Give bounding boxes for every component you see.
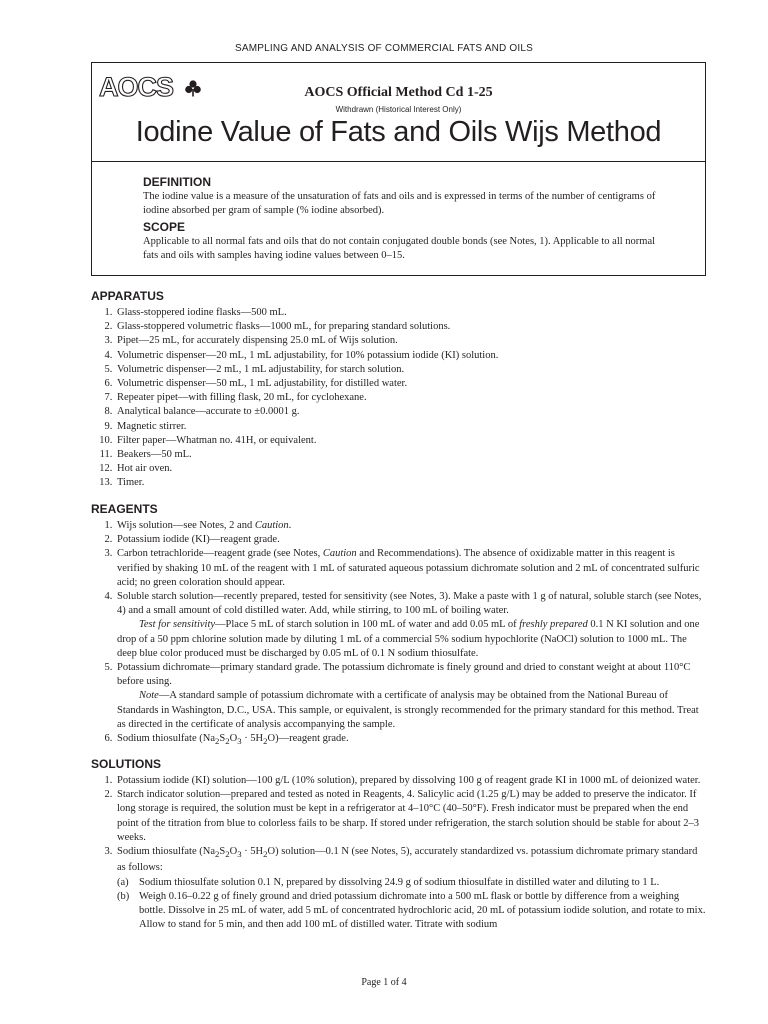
list-item: 3. Carbon tetrachloride—reagent grade (see Notes, Caution and Recommendations). The absence of oxidizable matter in this reagent is verified by shaking 10 mL of the reagent with 1 mL of saturated aqueous potassium dichromate solution and 2 mL of concentrated sulfuric acid; no green coloration should appear. (115, 547, 706, 590)
running-head: SAMPLING AND ANALYSIS OF COMMERCIAL FATS AND OILS (234, 43, 534, 54)
status-note: Withdrawn (Historical Interest Only) (335, 105, 462, 114)
page-title: Iodine Value of Fats and Oils Wijs Method (135, 116, 662, 148)
list-item: 8. Analytical balance—accurate to ±0.0001 g. (115, 405, 706, 419)
sub-list (117, 876, 706, 933)
list-item: 10. Filter paper—Whatman no. 41H, or equivalent. (115, 434, 706, 448)
definition-text: The iodine value is a measure of the unsaturation of fats and oils and is expressed in terms of the number of centigrams of iodine absorbed per gram of sample (% iodine absorbed). (143, 191, 656, 216)
sub-list-item: (b) Weigh 0.16–0.22 g of finely ground and dried potassium dichromate into a 500 mL flask or bottle by difference from a weighing bottle. Dissolve in 25 mL of water, add 5 mL of concentrated hydrochloric acid, 20 mL of potassium iodide solution, and rotate to mix. Allow to stand for 5 min, and then add 100 mL of distilled water. Titrate with sodium (117, 890, 706, 931)
list-item: 1. Potassium iodide (KI) solution—100 g/L (10% solution), prepared by dissolving 100 g of reagent grade KI in 1000 mL of deionized water. (115, 774, 706, 788)
list-item: 4. Volumetric dispenser—20 mL, 1 mL adjustability, for 10% potassium iodide (KI) solution. (115, 349, 706, 363)
scope-heading: SCOPE (143, 220, 186, 234)
list-item: 4. Soluble starch solution—recently prepared, tested for sensitivity (see Notes, 3). Make a paste with 1 g of natural, soluble starch (see Notes, 4) and a small amount of cold distilled water. Add, while stirring, to 100 mL of boiling water. Test for sensitivity—Place 5 mL of starch solution in 100 mL of water and add 0.05 mL of freshly prepared 0.1 N KI solution and one drop of a 50 ppm chlorine solution made by diluting 1 mL of a commercial 5% sodium hypochlorite (NaOCl) solution to 1000 mL. The deep blue color produced must be discharged by 0.05 mL of 0.1 N sodium thiosulfate. (115, 590, 706, 661)
list-item: 3. Sodium thiosulfate $(Na_2S_2O_3 \cdot 5H_2O)$ solution—0.1 N (see Notes, 5), accurately standardized vs. potassium dichromate primary standard as follows: (a) Sodium thiosulfate solution 0.1 N, prepared by dissolving 24.9 g of sodium thiosulfate in distilled water and diluting to 1 L. (b) Weigh 0.16–0.22 g of finely ground and dried potassium dichromate into a 500 mL flask or bottle by difference from a weighing bottle. Dissolve in 25 mL of water, add 5 mL of concentrated hydrochloric acid, 20 mL of potassium iodide solution, and rotate to mix. Allow to stand for 5 min, and then add 100 mL of distilled water. Titrate with sodium (115, 845, 706, 932)
solutions-section (91, 757, 706, 932)
reagents-section (91, 502, 706, 748)
reagents-heading: REAGENTS (91, 502, 158, 516)
list-item: 5. Potassium dichromate—primary standard grade. The potassium dichromate is finely ground and dried to constant weight at about 110°C before using. Note—A standard sample of potassium dichromate with a certificate of analysis may be obtained from the National Bureau of Standards in Washington, D.C., USA. This sample, or equivalent, is strongly recommended for the primary standard for this method. Treat as directed in the certificate of analysis accompanying the sample. (115, 661, 706, 732)
list-item: 1. Glass-stoppered iodine flasks—500 mL. (115, 306, 706, 320)
scope-text: Applicable to all normal fats and oils that do not contain conjugated double bonds (see Notes, 1). Applicable to all normal fats and oils with samples having iodine values between 0–15. (143, 236, 656, 261)
list-item: 5. Volumetric dispenser—2 mL, 1 mL adjustability, for starch solution. (115, 363, 706, 377)
definition-heading: DEFINITION (143, 175, 211, 189)
page-number: Page 1 of 4 (361, 977, 407, 988)
list-item: 6. Volumetric dispenser—50 mL, 1 mL adjustability, for distilled water. (115, 377, 706, 391)
solutions-heading: SOLUTIONS (91, 757, 162, 771)
definition-box (91, 161, 706, 276)
reagent-note: Note—A standard sample of potassium dichromate with a certificate of analysis may be obtained from the National Bureau of Standards in Washington, D.C., USA. This sample, or equivalent, is strongly recommended for the primary standard for this method. Treat as directed in the certificate of analysis accompanying the sample. (117, 690, 699, 730)
list-item: 1. Wijs solution—see Notes, 2 and Caution. (115, 519, 706, 533)
sub-list-item: (a) Sodium thiosulfate solution 0.1 N, prepared by dissolving 24.9 g of sodium thiosulfate in distilled water and diluting to 1 L. (117, 876, 660, 888)
list-item: 6. Sodium thiosulfate ($Na_2S_2O_3$ · $5H_2O)—reagent$ grade. (115, 732, 706, 748)
sensitivity-test: Test for sensitivity—Place 5 mL of starch solution in 100 mL of water and add 0.05 mL of freshly prepared 0.1 N KI solution and one drop of a 50 ppm chlorine solution made by diluting 1 mL of a commercial 5% sodium hypochlorite (NaOCl) solution to 1000 mL. The deep blue color produced must be discharged by 0.05 mL of 0.1 N sodium thiosulfate. (117, 619, 700, 659)
solutions-list (91, 774, 706, 932)
list-item: 7. Repeater pipet—with filling flask, 20 mL, for cyclohexane. (115, 391, 706, 405)
apparatus-list (91, 306, 706, 491)
list-item: 13. Timer. (115, 476, 706, 490)
list-item: 2. Starch indicator solution—prepared and tested as noted in Reagents, 4. Salicylic acid (1.25 g/L) may be added to preserve the indicator. If long storage is required, the solution must be kept in a refrigerator at 4–10°C (40–50°F). Fresh indicator must be prepared when the end point of the titration from blue to colorless fails to be sharp. If stored under refrigeration, the starch solution should be stable for about 2–3 weeks. (115, 788, 706, 845)
list-item: 2. Glass-stoppered volumetric flasks—1000 mL, for preparing standard solutions. (115, 320, 706, 334)
list-item: 11. Beakers—50 mL. (115, 448, 706, 462)
title-box (91, 62, 706, 162)
apparatus-section (91, 289, 706, 491)
list-item: 2. Potassium iodide (KI)—reagent grade. (115, 533, 706, 547)
logo-text: AOCS (99, 72, 174, 102)
list-item: 3. Pipet—25 mL, for accurately dispensing 25.0 mL of Wijs solution. (115, 334, 706, 348)
list-item: 12. Hot air oven. (115, 462, 706, 476)
apparatus-heading: APPARATUS (91, 289, 164, 303)
list-item: 9. Magnetic stirrer. (115, 420, 706, 434)
method-title: AOCS Official Method Cd 1-25 (304, 85, 493, 100)
reagents-list (91, 519, 706, 748)
